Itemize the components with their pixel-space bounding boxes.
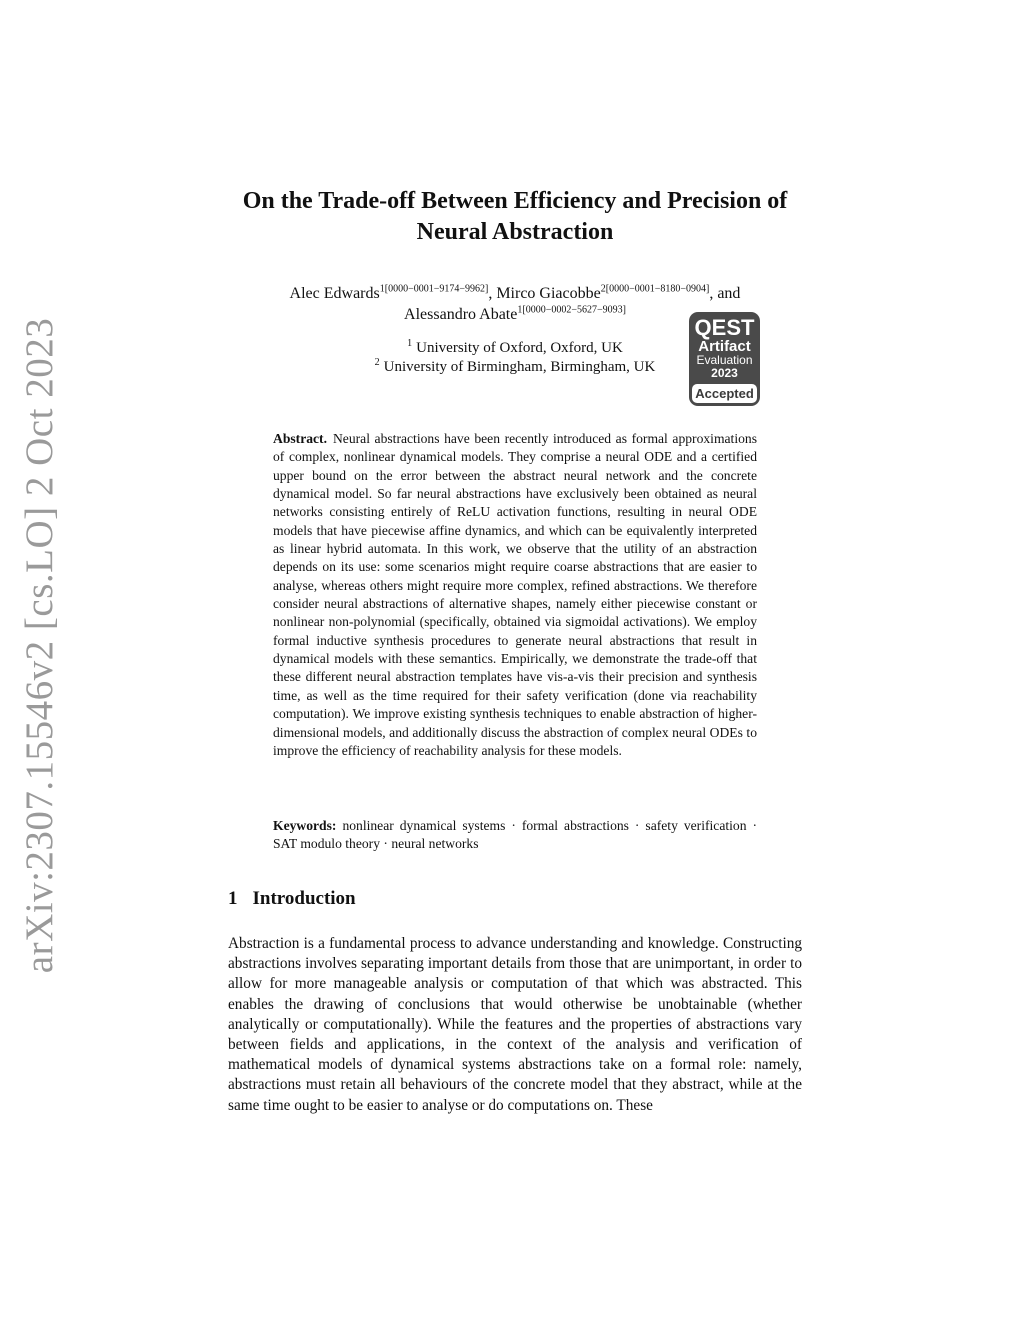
affiliation: $^2$ University of Birmingham, Birmingham, UK <box>374 357 656 375</box>
section-heading <box>228 888 356 910</box>
author-affil-mark: 1[0000−0001−9174−9962] <box>379 283 489 295</box>
intro-paragraph: Abstraction is a fundamental process to advance understanding and knowledge. Constructing abstractions involves separating important details from those that are unimportant, in order to allow for more manageable analysis or computation of that which was abstracted. This enables the drawing of conclusions that would otherwise be unobtainable (whether analytically or computationally). While the features and the properties of abstractions vary between fields and applications, in the context of the analysis and verification of mathematical models of dynamical systems abstractions take on a formal role: namely, abstractions must retain all behaviours of the concrete model that they abstract, while at the same time ought to be easier to analyse or do computations on. These <box>228 935 802 1114</box>
abstract-text: Neural abstractions have been recently introduced as formal approximations of complex, nonlinear dynamical models. They comprise a neural ODE and a certified upper bound on the error between the abstract neural network and the concrete dynamical model. So far neural abstractions have exclusively been obtained as neural networks consisting entirely of ReLU activation functions, resulting in neural ODE models that have piecewise affine dynamics, and which can be equivalently interpreted as linear hybrid automata. In this work, we observe that the utility of an abstraction depends on its use: some scenarios might require coarse abstractions that are easier to analyse, whereas others might require more complex, refined abstractions. We therefore consider neural abstractions of alternative shapes, namely either piecewise constant or nonlinear non-polynomial (specifically, obtained via sigmoidal activations). We employ formal inductive synthesis procedures to generate neural abstractions that result in dynamical models with these semantics. Empirically, we demonstrate the trade-off that these different neural abstraction templates have vis-a-vis their precision and synthesis time, as well as the time required for their safety verification (done via reachability computation). We improve existing synthesis techniques to enable abstraction of higher-dimensional models, and additionally discuss the abstraction of complex neural ODEs to improve the efficiency of reachability analysis for these models. <box>273 431 757 758</box>
badge-line1: QEST <box>694 315 755 340</box>
abstract <box>273 430 757 760</box>
author-name: Alec Edwards <box>289 285 380 302</box>
author-name: Alessandro Abate <box>404 306 518 323</box>
arxiv-identifier: arXiv:2307.15546v2 [cs.LO] 2 Oct 2023 <box>18 317 62 973</box>
keywords-text: nonlinear dynamical systems · formal abstractions · safety verification · SAT modulo theory · neural networks <box>273 818 757 851</box>
author-affil-mark: 2[0000−0001−8180−0904] <box>600 283 710 295</box>
author-affil-mark: 1[0000−0002−5627−9093] <box>517 304 626 316</box>
badge-line2: Artifact <box>698 338 751 355</box>
affiliation: $^1$ University of Oxford, Oxford, UK <box>407 338 623 356</box>
abstract-label: Abstract. <box>273 431 327 446</box>
badge-status: Accepted <box>695 386 754 401</box>
badge-line4: 2023 <box>711 366 738 380</box>
section-title: Introduction <box>252 888 356 909</box>
badge-line3: Evaluation <box>696 353 753 367</box>
author-name: Mirco Giacobbe <box>496 285 601 302</box>
qest-artifact-badge-icon <box>688 311 761 407</box>
keywords-label: Keywords: <box>273 818 337 833</box>
paper-title: On the Trade-off Between Efficiency and Precision of Neural Abstraction <box>242 188 788 245</box>
author-separator: , and <box>709 285 741 302</box>
keywords <box>273 817 757 853</box>
arxiv-sidebar <box>10 317 70 973</box>
author-separator: , <box>488 285 497 302</box>
section-number: 1 <box>228 888 238 909</box>
